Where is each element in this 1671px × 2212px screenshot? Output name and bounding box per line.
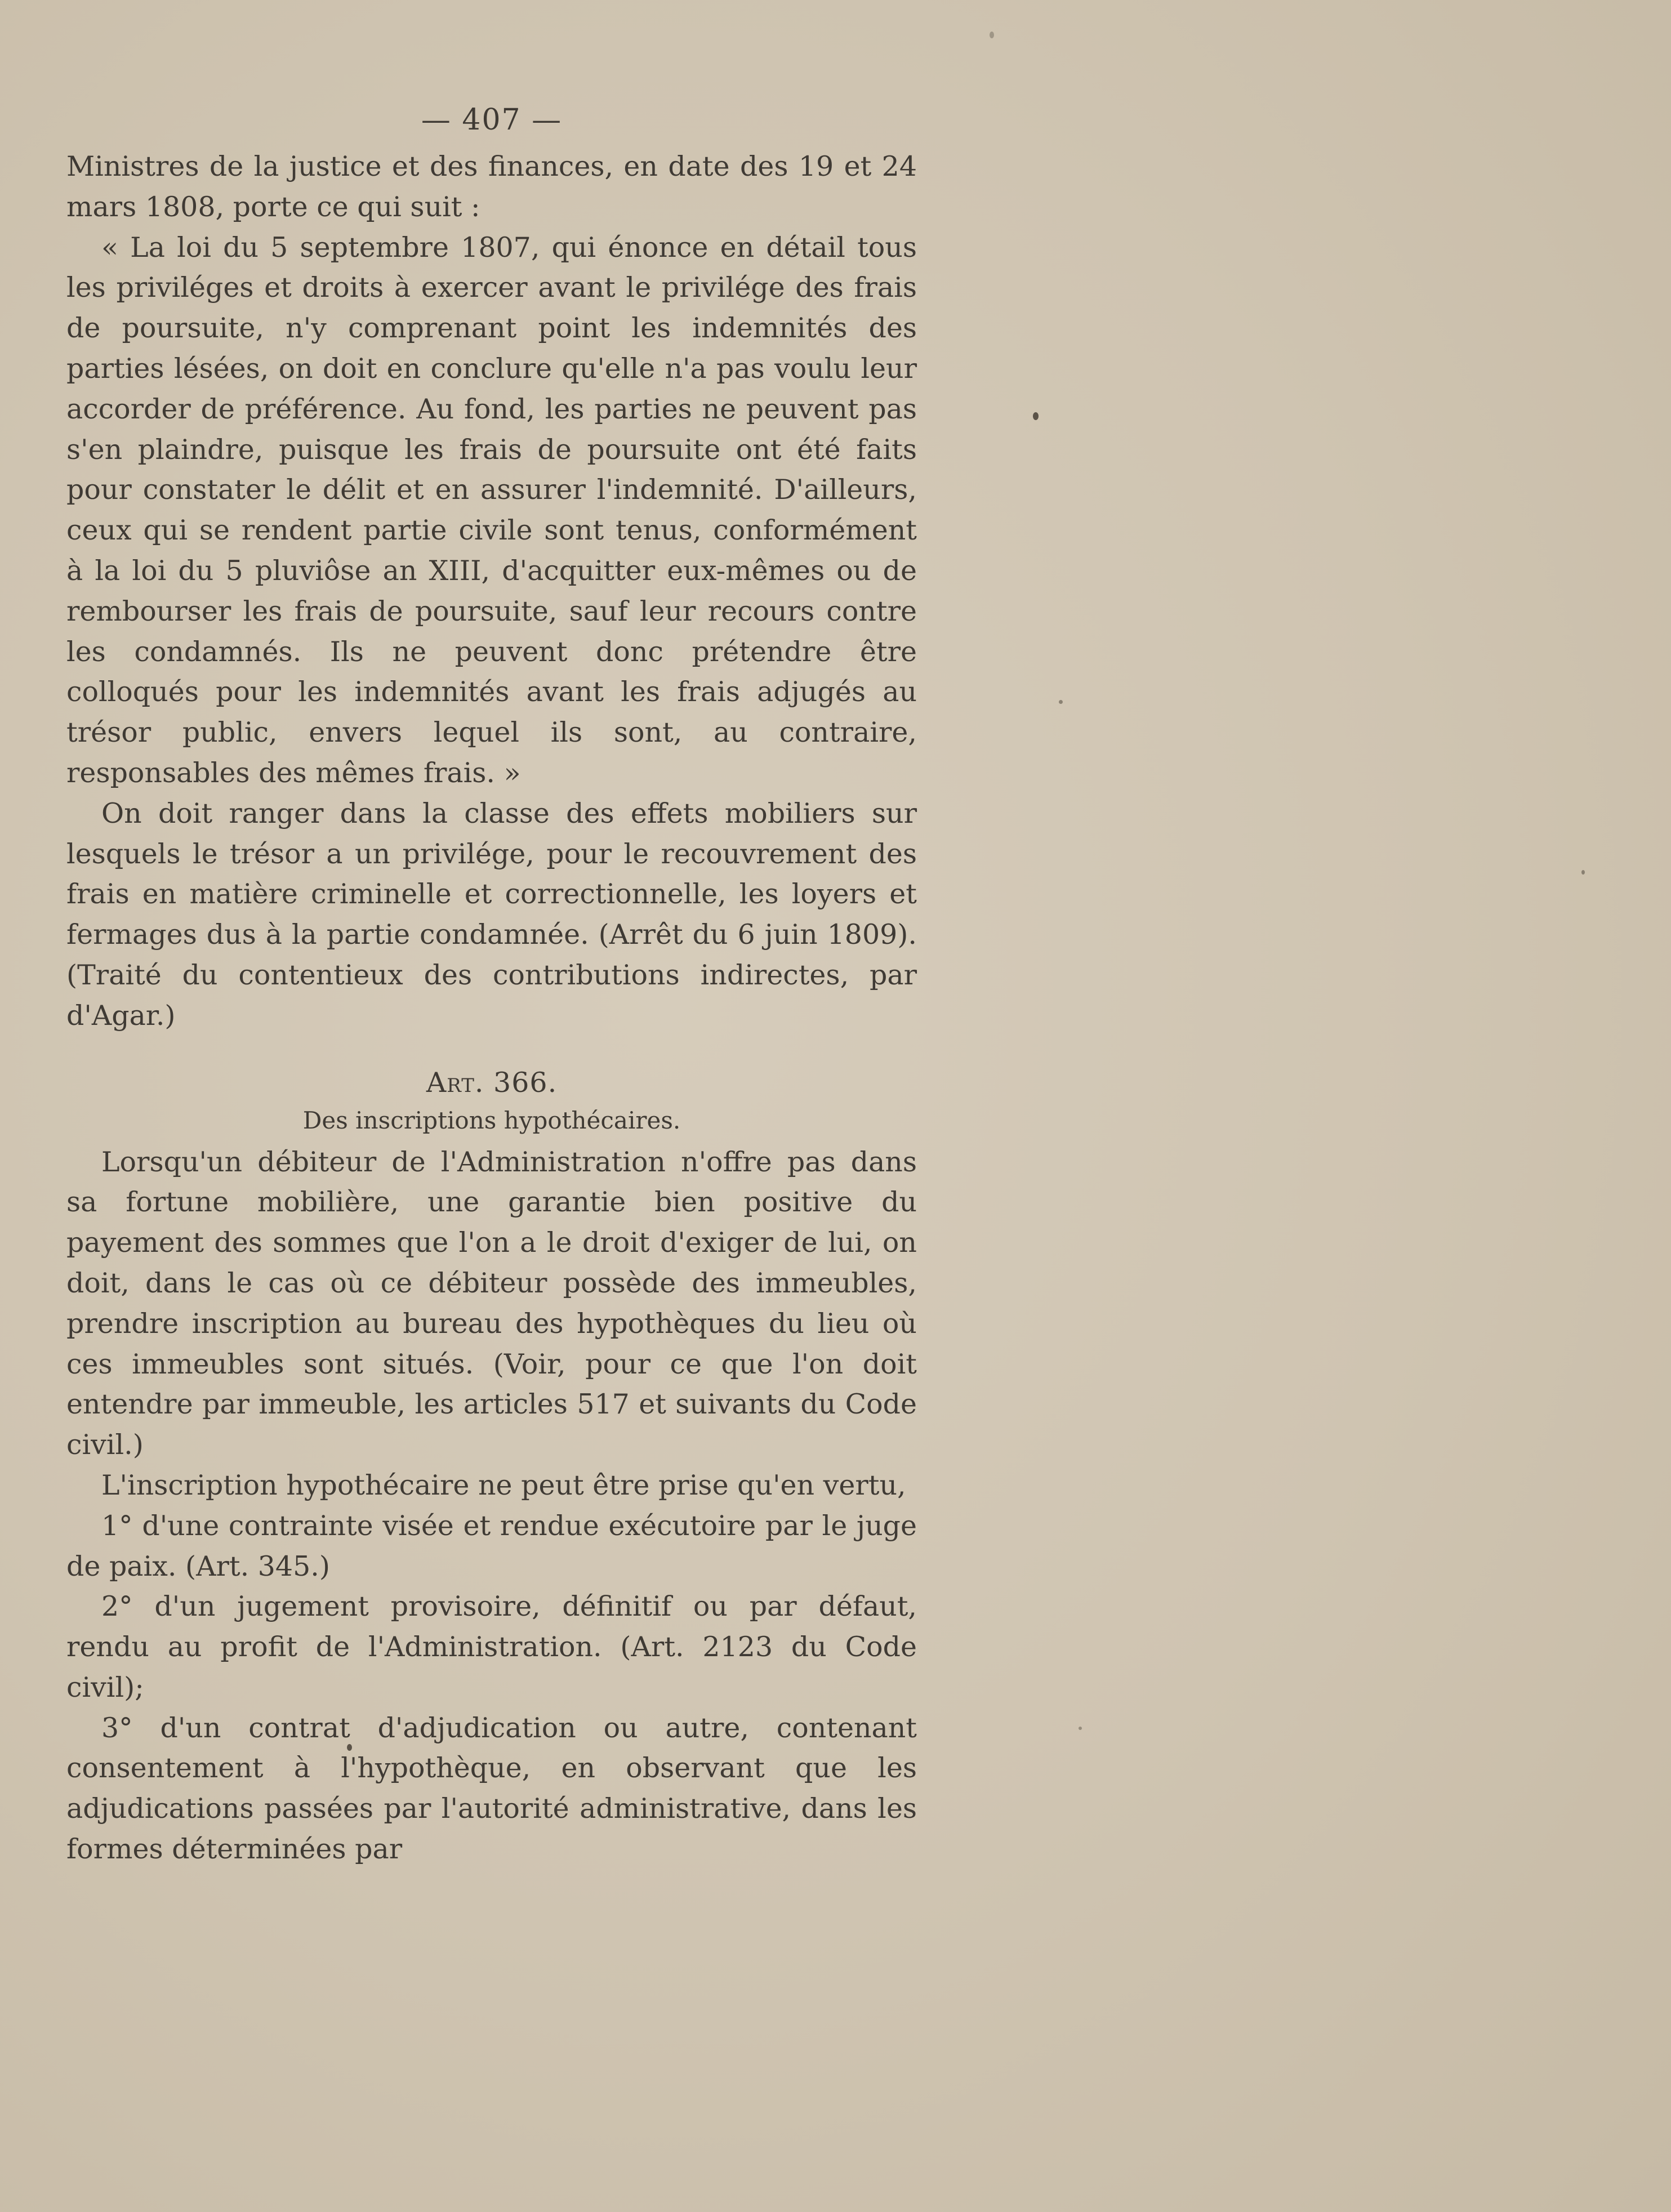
paper-spot (1581, 870, 1585, 875)
paragraph: On doit ranger dans la classe des effets mobiliers sur lesquels le trésor a un privilége, pour le recouvrement des frais en matière criminelle et correctionnelle, les loyers et fermages dus à la partie condamnée. (Arrêt du 6 juin 1809). (Traité du contentieux des contributions indirectes, par d'Agar.) (66, 797, 917, 1032)
page-number: — 407 — (421, 103, 563, 137)
paragraph: Ministres de la justice et des finances, en date des 19 et 24 mars 1808, porte ce qui suit : (66, 150, 917, 223)
page-text (66, 100, 917, 1870)
paragraph-list-item: 2° d'un jugement provisoire, définitif ou par défaut, rendu au profit de l'Administration. (Art. 2123 du Code civil); (66, 1590, 917, 1703)
paper-spot (1079, 1727, 1082, 1730)
article-subtitle: Des inscriptions hypothécaires. (302, 1106, 681, 1134)
paragraph-quotation: « La loi du 5 septembre 1807, qui énonce en détail tous les priviléges et droits à exercer avant le privilége des frais de poursuite, n'y comprenant point les indemnités des parties lésées, on doit en conclure qu'elle n'a pas voulu leur accorder de préférence. Au fond, les parties ne peuvent pas s'en plaindre, puisque les frais de poursuite ont été faits pour constater le délit et en assurer l'indemnité. D'ailleurs, ceux qui se rendent partie civile sont tenus, conformément à la loi du 5 pluviôse an XIII, d'acquitter eux-mêmes ou de rembourser les frais de poursuite, sauf leur recours contre les condamnés. Ils ne peuvent donc prétendre être colloqués pour les indemnités avant les frais adjugés au trésor public, envers lequel ils sont, au contraire, responsables des mêmes frais. » (66, 231, 917, 789)
paragraph-list-item: 1° d'une contrainte visée et rendue exécutoire par le juge de paix. (Art. 345.) (66, 1509, 917, 1582)
paper-spot (990, 32, 994, 38)
paragraph-list-item: 3° d'un contrat d'adjudication ou autre, contenant consentement à l'hypothèque, en observant que les adjudications passées par l'autorité administrative, dans les formes déterminées par (66, 1711, 917, 1866)
paragraph: Lorsqu'un débiteur de l'Administration n'offre pas dans sa fortune mobilière, une garantie bien positive du payement des sommes que l'on a le droit d'exiger de lui, on doit, dans le cas où ce débiteur possède des immeubles, prendre inscription au bureau des hypothèques du lieu où ces immeubles sont situés. (Voir, pour ce que l'on doit entendre par immeuble, les articles 517 et suivants du Code civil.) (66, 1145, 917, 1461)
paragraph: L'inscription hypothécaire ne peut être prise qu'en vertu, (101, 1469, 906, 1501)
paper-spot (1059, 700, 1063, 704)
paper-spot (1033, 412, 1039, 420)
paper-spot (347, 1744, 352, 1751)
article-heading: Art. 366. (426, 1066, 558, 1099)
